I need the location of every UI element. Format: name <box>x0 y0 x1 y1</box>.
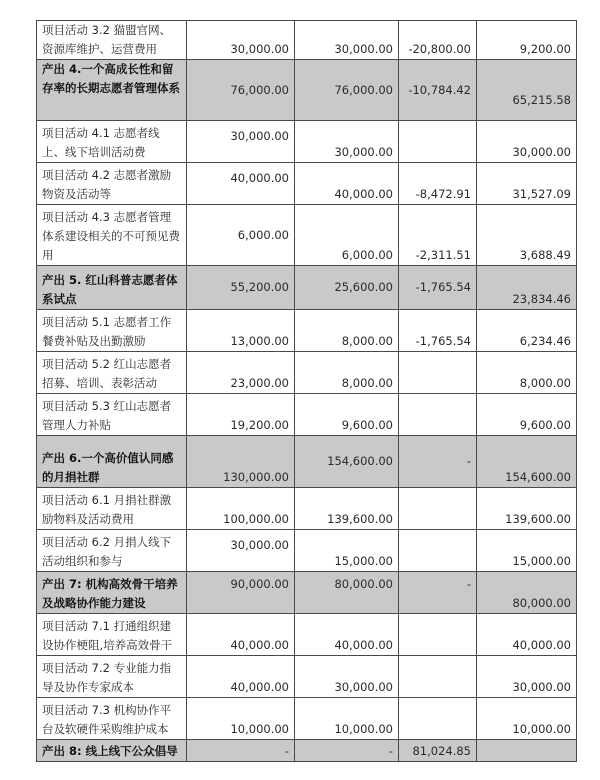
adjustment-cell <box>399 614 477 656</box>
approved-cell: 8,000.00 <box>295 352 399 394</box>
adjustment-cell: -8,472.91 <box>399 163 477 205</box>
budget-cell: 76,000.00 <box>187 60 295 121</box>
row-label: 产出 8: 线上线下公众倡导 <box>37 740 187 762</box>
actual-cell: 80,000.00 <box>477 572 577 614</box>
budget-cell: 100,000.00 <box>187 488 295 530</box>
budget-cell: 90,000.00 <box>187 572 295 614</box>
table-row <box>37 163 577 205</box>
budget-cell: 30,000.00 <box>187 121 295 163</box>
budget-cell: 10,000.00 <box>187 698 295 740</box>
actual-cell: 9,600.00 <box>477 394 577 436</box>
row-label: 项目活动 4.2 志愿者激励物资及活动等 <box>37 163 187 205</box>
actual-cell: 15,000.00 <box>477 530 577 572</box>
approved-cell: 25,600.00 <box>295 266 399 310</box>
row-label: 项目活动 5.1 志愿者工作餐费补贴及出勤激励 <box>37 310 187 352</box>
row-label: 产出 4.一个高成长性和留存率的长期志愿者管理体系 <box>37 60 187 121</box>
budget-cell: 19,200.00 <box>187 394 295 436</box>
table-row <box>37 614 577 656</box>
row-label: 项目活动 7.2 专业能力指导及协作专家成本 <box>37 656 187 698</box>
adjustment-cell: -2,311.51 <box>399 205 477 266</box>
row-label: 项目活动 3.2 猫盟官网、资源库维护、运营费用 <box>37 21 187 60</box>
approved-cell: 15,000.00 <box>295 530 399 572</box>
approved-cell: 139,600.00 <box>295 488 399 530</box>
row-label: 项目活动 7.1 打通组织建设协作梗阻,培养高效骨干 <box>37 614 187 656</box>
adjustment-cell <box>399 530 477 572</box>
adjustment-cell: -1,765.54 <box>399 266 477 310</box>
table-row <box>37 205 577 266</box>
approved-cell: 80,000.00 <box>295 572 399 614</box>
table-row <box>37 488 577 530</box>
budget-cell: 55,200.00 <box>187 266 295 310</box>
output-row <box>37 266 577 310</box>
output-row <box>37 60 577 121</box>
row-label: 产出 6.一个高价值认同感的月捐社群 <box>37 436 187 488</box>
row-label: 项目活动 7.3 机构协作平台及软硬件采购维护成本 <box>37 698 187 740</box>
actual-cell: 6,234.46 <box>477 310 577 352</box>
budget-table <box>36 20 577 762</box>
actual-cell: 23,834.46 <box>477 266 577 310</box>
budget-cell: 13,000.00 <box>187 310 295 352</box>
row-label: 项目活动 5.3 红山志愿者管理人力补贴 <box>37 394 187 436</box>
approved-cell: 8,000.00 <box>295 310 399 352</box>
budget-cell: - <box>187 740 295 762</box>
adjustment-cell: 81,024.85 <box>399 740 477 762</box>
approved-cell: 76,000.00 <box>295 60 399 121</box>
actual-cell: 30,000.00 <box>477 121 577 163</box>
adjustment-cell <box>399 698 477 740</box>
row-label: 项目活动 4.1 志愿者线上、线下培训活动费 <box>37 121 187 163</box>
table-row <box>37 121 577 163</box>
approved-cell: 40,000.00 <box>295 163 399 205</box>
budget-cell: 23,000.00 <box>187 352 295 394</box>
budget-cell: 40,000.00 <box>187 656 295 698</box>
approved-cell: 9,600.00 <box>295 394 399 436</box>
budget-cell: 30,000.00 <box>187 21 295 60</box>
row-label: 项目活动 6.2 月捐人线下活动组织和参与 <box>37 530 187 572</box>
approved-cell: 30,000.00 <box>295 121 399 163</box>
actual-cell: 8,000.00 <box>477 352 577 394</box>
table-row <box>37 352 577 394</box>
adjustment-cell: -1,765.54 <box>399 310 477 352</box>
actual-cell: 9,200.00 <box>477 21 577 60</box>
budget-cell: 30,000.00 <box>187 530 295 572</box>
row-label: 项目活动 4.3 志愿者管理体系建设相关的不可预见费用 <box>37 205 187 266</box>
table-row <box>37 394 577 436</box>
actual-cell: 154,600.00 <box>477 436 577 488</box>
actual-cell: 65,215.58 <box>477 60 577 121</box>
adjustment-cell: - <box>399 572 477 614</box>
budget-cell: 130,000.00 <box>187 436 295 488</box>
row-label: 产出 5. 红山科普志愿者体系试点 <box>37 266 187 310</box>
table-row <box>37 310 577 352</box>
approved-cell: 10,000.00 <box>295 698 399 740</box>
approved-cell: 40,000.00 <box>295 614 399 656</box>
adjustment-cell: -10,784.42 <box>399 60 477 121</box>
table-row <box>37 656 577 698</box>
row-label: 产出 7: 机构高效骨干培养及战略协作能力建设 <box>37 572 187 614</box>
approved-cell: 30,000.00 <box>295 656 399 698</box>
actual-cell: 10,000.00 <box>477 698 577 740</box>
actual-cell <box>477 740 577 762</box>
adjustment-cell <box>399 488 477 530</box>
budget-cell: 40,000.00 <box>187 614 295 656</box>
table-row <box>37 21 577 60</box>
output-row <box>37 740 577 762</box>
actual-cell: 30,000.00 <box>477 656 577 698</box>
output-row <box>37 436 577 488</box>
actual-cell: 3,688.49 <box>477 205 577 266</box>
budget-cell: 40,000.00 <box>187 163 295 205</box>
adjustment-cell <box>399 352 477 394</box>
adjustment-cell: -20,800.00 <box>399 21 477 60</box>
approved-cell: 6,000.00 <box>295 205 399 266</box>
adjustment-cell: - <box>399 436 477 488</box>
row-label: 项目活动 5.2 红山志愿者招募、培训、表彰活动 <box>37 352 187 394</box>
approved-cell: 30,000.00 <box>295 21 399 60</box>
approved-cell: 154,600.00 <box>295 436 399 488</box>
adjustment-cell <box>399 656 477 698</box>
actual-cell: 31,527.09 <box>477 163 577 205</box>
approved-cell: - <box>295 740 399 762</box>
table-row <box>37 530 577 572</box>
budget-cell: 6,000.00 <box>187 205 295 266</box>
table-row <box>37 698 577 740</box>
actual-cell: 139,600.00 <box>477 488 577 530</box>
adjustment-cell <box>399 121 477 163</box>
row-label: 项目活动 6.1 月捐社群激励物料及活动费用 <box>37 488 187 530</box>
output-row <box>37 572 577 614</box>
actual-cell: 40,000.00 <box>477 614 577 656</box>
adjustment-cell <box>399 394 477 436</box>
